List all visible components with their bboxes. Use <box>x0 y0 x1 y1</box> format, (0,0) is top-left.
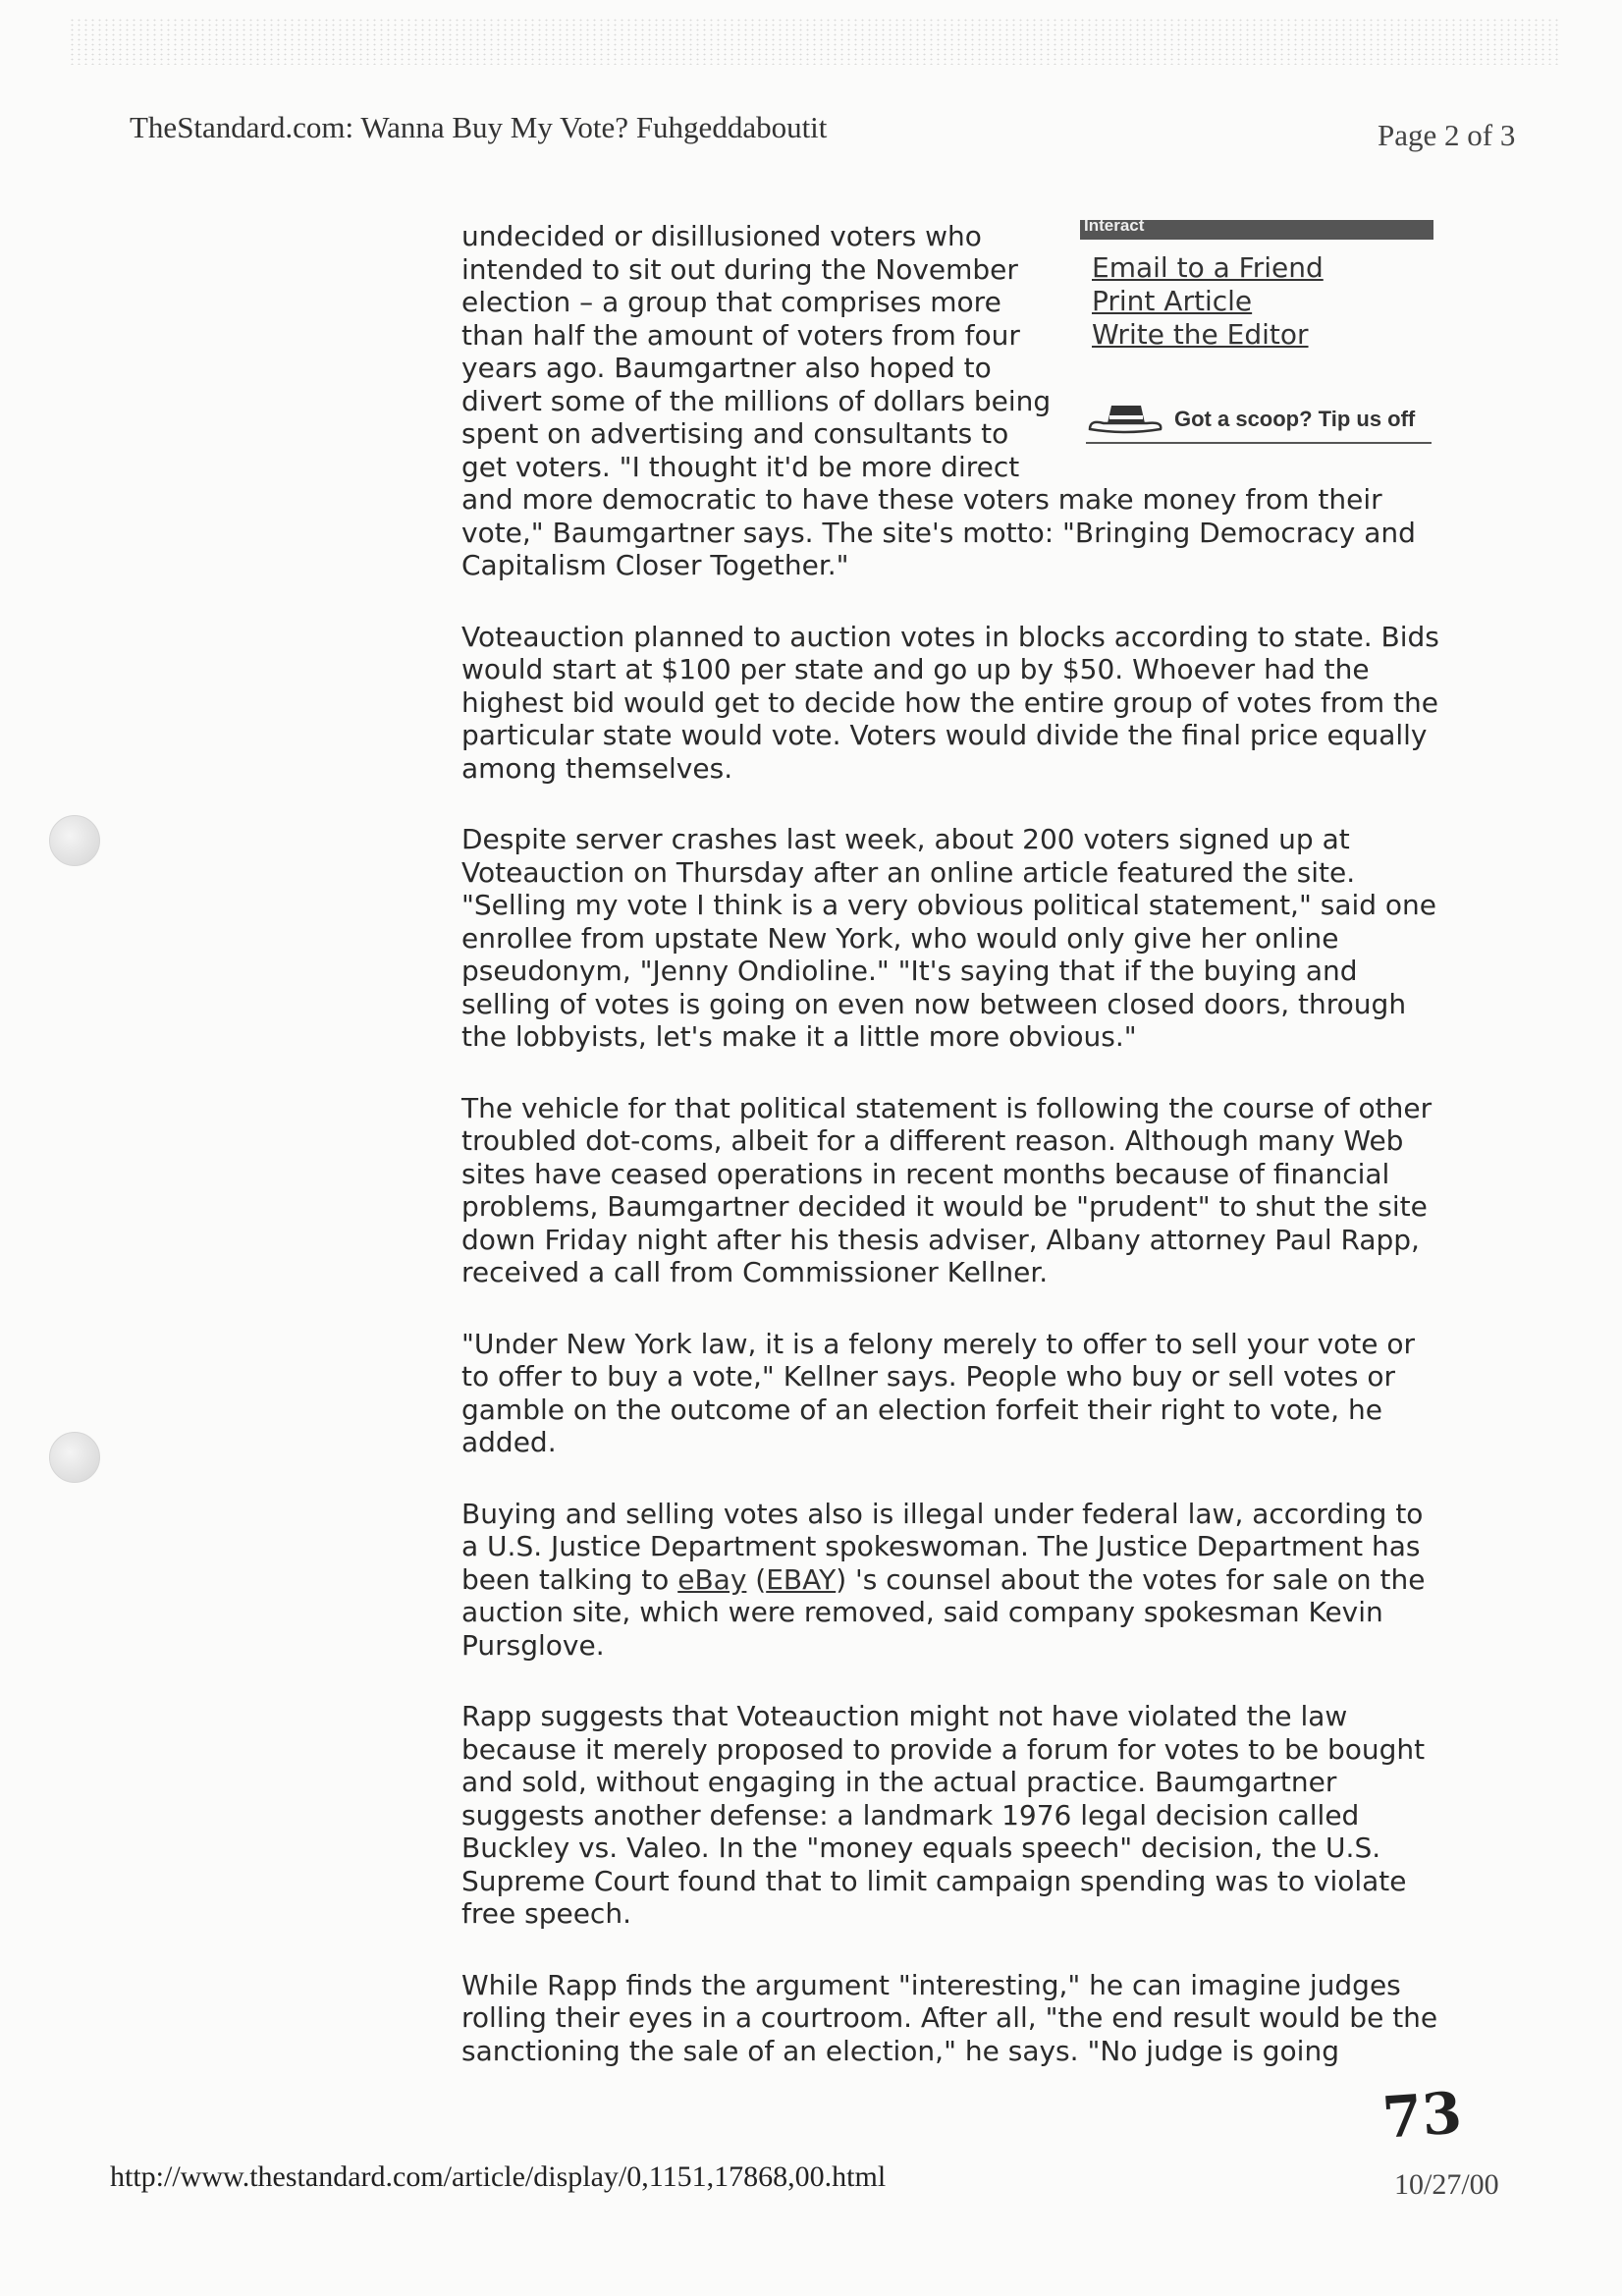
handwritten-page-number: 73 <box>1379 2079 1464 2152</box>
article-paragraph: Voteauction planned to auction votes in blocks according to state. Bids would start at $100 per state and go up by $50. Whoever had the highest bid would get to decide how the entire group of votes from the particular state would vote. Voters would divide the final price equally among themselves. <box>461 620 1439 785</box>
punch-hole-upper <box>49 815 100 866</box>
scan-noise <box>69 18 1561 65</box>
article-paragraph: The vehicle for that political statement is following the course of other troubled dot-coms, albeit for a different reason. Although many Web sites have ceased operations in recent months because of financial problems, Baumgartner decided it would be "prudent" to shut the site down Friday night after his thesis adviser, Albany attorney Paul Rapp, received a call from Commissioner Kellner. <box>461 1091 1433 1288</box>
scoop-label: Got a scoop? Tip us off <box>1174 407 1416 431</box>
email-friend-link[interactable]: Email to a Friend <box>1092 251 1324 284</box>
footer-url: http://www.thestandard.com/article/display/0,1151,17868,00.html <box>110 2160 887 2193</box>
header-title: TheStandard.com: Wanna Buy My Vote? Fuhgeddaboutit <box>130 110 828 144</box>
article-paragraph: Buying and selling votes also is illegal under federal law, according to a U.S. Justice Department spokeswoman. The Justice Department has been talking to eBay (EBAY) 's counsel about the votes for sale on the auction site, which were removed, said company spokesman Kevin Pursglove. <box>461 1497 1426 1662</box>
article-paragraph: Rapp suggests that Voteauction might not have violated the law because it merely proposed to provide a forum for votes to be bought and sold, without engaging in the actual practice. Baumgartner suggests another defense: a landmark 1976 legal decision called Buckley vs. Valeo. In the "money equals speech" decision, the U.S. Supreme Court found that to limit campaign spending was to violate free speech. <box>461 1700 1426 1930</box>
punch-hole-lower <box>49 1432 100 1483</box>
article-body <box>461 220 1443 2105</box>
print-article-link[interactable]: Print Article <box>1092 285 1253 317</box>
interact-heading: Interact <box>1080 220 1433 240</box>
article-paragraph: "Under New York law, it is a felony merely to offer to sell your vote or to offer to buy a vote," Kellner says. People who buy or sell votes or gamble on the outcome of an election forfeit their right to vote, he added. <box>461 1327 1416 1458</box>
ebay-link[interactable]: eBay <box>677 1562 747 1596</box>
header-page-number: Page 2 of 3 <box>1378 118 1516 152</box>
article-paragraph: While Rapp finds the argument "interesting," he can imagine judges rolling their eyes in a courtroom. After all, "the end result would be the sanctioning the sale of an election," he says. "No judge is going <box>461 1968 1438 2067</box>
footer-date: 10/27/00 <box>1394 2168 1499 2201</box>
article-paragraph: undecided or disillusioned voters who intended to sit out during the November election – a group that comprises more than half the amount of voters from four years ago. Baumgartner also hoped to divert some of the millions of dollars being spent on advertising and consultants to get voters. "I thought it'd be more direct and more democratic to have these voters make money from their vote," Baumgartner says. The site's motto: "Bringing Democracy and Capitalism Closer Together." <box>461 220 1416 581</box>
ebay-ticker-link[interactable]: EBAY <box>766 1562 837 1596</box>
write-editor-link[interactable]: Write the Editor <box>1092 318 1309 351</box>
article-paragraph: Despite server crashes last week, about 200 voters signed up at Voteauction on Thursday after an online article featured the site. "Selling my vote I think is a very obvious political statement," said one enrollee from upstate New York, who would only give her online pseudonym, "Jenny Ondioline." "It's saying that if the buying and selling of votes is going on even now between closed doors, through the lobbyists, let's make it a little more obvious." <box>461 823 1437 1053</box>
